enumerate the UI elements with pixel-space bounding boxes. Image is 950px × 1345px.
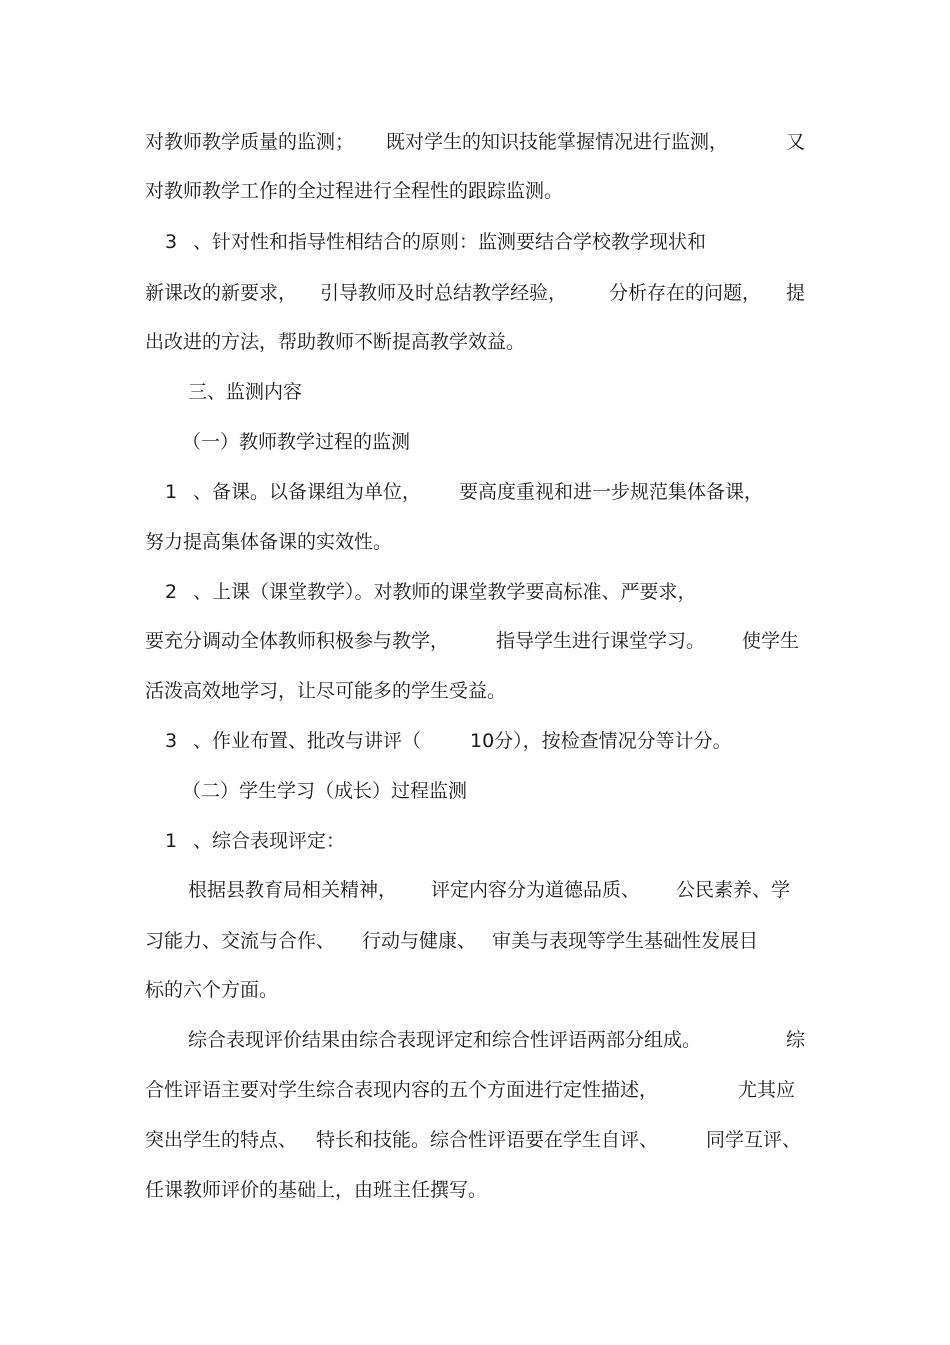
text-line: [0, 527, 950, 557]
section-heading: [0, 377, 950, 407]
text-line: [0, 227, 950, 257]
list-number: 1: [165, 481, 178, 503]
text-line: [0, 1175, 950, 1205]
text-segment: 引导教师及时总结教学经验，: [320, 282, 568, 304]
text-line: [0, 477, 950, 507]
text-segment: 、综合表现评定：: [193, 830, 346, 852]
text-segment: 审美与表现等学生基础性发展目: [492, 930, 759, 952]
text-segment: 标的六个方面。: [145, 979, 279, 1001]
text-segment: 努力提高集体备课的实效性。: [145, 531, 393, 553]
text-segment: 要充分调动全体教师积极参与教学，: [145, 630, 450, 652]
text-line: [0, 176, 950, 206]
text-segment: 综: [786, 1029, 806, 1051]
text-segment: 合性评语主要对学生综合表现内容的五个方面进行定性描述，: [145, 1079, 659, 1101]
text-segment: 习能力、交流与合作、: [145, 930, 336, 952]
text-line: [0, 1125, 950, 1155]
text-line: [0, 676, 950, 706]
text-segment: 根据县教育局相关精神，: [188, 879, 398, 901]
text-segment: 尤其应: [738, 1079, 796, 1101]
text-line: [0, 975, 950, 1005]
text-segment: 、针对性和指导性相结合的原则：监测要结合学校教学现状和: [193, 231, 707, 253]
text-segment: 评定内容分为道德品质、: [431, 879, 641, 901]
text-line: [0, 577, 950, 607]
text-segment: 提: [786, 282, 806, 304]
text-segment: 同学互评、: [706, 1129, 802, 1151]
text-line: [0, 726, 950, 756]
text-line: [0, 1075, 950, 1105]
text-segment: 指导学生进行课堂学习。: [496, 630, 706, 652]
subsection-heading: [0, 427, 950, 457]
text-line: [0, 626, 950, 656]
text-segment: 既对学生的知识技能掌握情况进行监测，: [386, 131, 729, 153]
text-segment: 特长和技能。综合性评语要在学生自评、: [316, 1129, 659, 1151]
text-segment: 对教师教学质量的监测；: [145, 131, 355, 153]
text-segment: 、上课（课堂教学）。对教师的课堂教学要高标准、严要求，: [193, 581, 697, 603]
list-number: 1: [165, 830, 178, 852]
text-line: [0, 1025, 950, 1055]
text-segment: 要高度重视和进一步规范集体备课，: [459, 481, 764, 503]
text-segment: 行动与健康、: [362, 930, 477, 952]
text-segment: 综合表现评价结果由综合表现评定和综合性评语两部分组成。: [188, 1029, 702, 1051]
text-segment: 又: [786, 131, 806, 153]
text-line: [0, 127, 950, 157]
text-line: [0, 278, 950, 308]
text-segment: 任课教师评价的基础上，由班主任撰写。: [145, 1179, 488, 1201]
text-line: [0, 327, 950, 357]
text-segment: 新课改的新要求，: [145, 282, 298, 304]
text-segment: 公民素养、学: [676, 879, 791, 901]
text-line: [0, 875, 950, 905]
text-segment: 、作业布置、批改与讲评（: [193, 730, 422, 752]
list-number: 3: [165, 730, 178, 752]
text-line: [0, 826, 950, 856]
subsection-heading: [0, 776, 950, 806]
section-title: 三、监测内容: [188, 381, 303, 403]
text-segment: 突出学生的特点、: [145, 1129, 298, 1151]
subsection-title: （二）学生学习（成长）过程监测: [182, 780, 468, 802]
list-number: 3: [165, 231, 178, 253]
list-number: 2: [165, 581, 178, 603]
text-line: [0, 926, 950, 956]
text-segment: 出改进的方法，帮助教师不断提高教学效益。: [145, 331, 526, 353]
subsection-title: （一）教师教学过程的监测: [182, 431, 411, 453]
text-segment: 10分），按检查情况分等计分。: [470, 730, 732, 752]
text-segment: 分析存在的问题，: [609, 282, 762, 304]
text-segment: 、备课。以备课组为单位，: [193, 481, 422, 503]
text-segment: 活泼高效地学习，让尽可能多的学生受益。: [145, 680, 507, 702]
text-segment: 对教师教学工作的全过程进行全程性的跟踪监测。: [145, 180, 564, 202]
text-segment: 使学生: [742, 630, 800, 652]
